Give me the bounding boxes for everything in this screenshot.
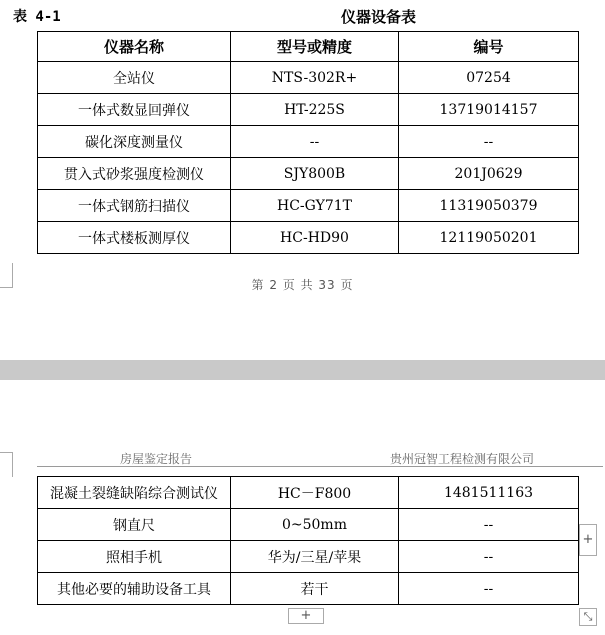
table-row (38, 62, 579, 94)
instrument-name-cell[interactable]: 贯入式砂浆强度检测仪 (38, 158, 231, 190)
resize-handle-icon[interactable]: ⤡ (579, 608, 597, 626)
add-row-button[interactable]: + (288, 608, 324, 624)
table-row (38, 477, 579, 509)
model-cell[interactable]: 华为/三星/苹果 (231, 541, 399, 573)
table-label: 表 4-1 (13, 9, 61, 25)
equipment-table-continued (37, 476, 579, 605)
serial-cell[interactable]: 201J0629 (399, 158, 579, 190)
instrument-name-cell[interactable]: 混凝土裂缝缺陷综合测试仪 (38, 477, 231, 509)
serial-cell[interactable]: -- (399, 573, 579, 605)
serial-cell[interactable]: 1481511163 (399, 477, 579, 509)
instrument-name-cell[interactable]: 一体式数显回弹仪 (38, 94, 231, 126)
serial-cell[interactable]: 11319050379 (399, 190, 579, 222)
table-row (38, 573, 579, 605)
page-gap (0, 360, 605, 380)
table-row (38, 158, 579, 190)
serial-cell[interactable]: -- (399, 541, 579, 573)
model-cell[interactable]: NTS-302R+ (231, 62, 399, 94)
model-cell[interactable]: HC-HD90 (231, 222, 399, 254)
instrument-name-cell[interactable]: 全站仪 (38, 62, 231, 94)
model-cell[interactable]: HT-225S (231, 94, 399, 126)
serial-cell[interactable]: -- (399, 126, 579, 158)
header-report-title: 房屋鉴定报告 (120, 452, 193, 466)
model-cell[interactable]: SJY800B (231, 158, 399, 190)
instrument-name-cell[interactable]: 一体式楼板测厚仪 (38, 222, 231, 254)
model-cell[interactable]: 0~50mm (231, 509, 399, 541)
instrument-name-cell[interactable]: 照相手机 (38, 541, 231, 573)
serial-cell[interactable]: 13719014157 (399, 94, 579, 126)
add-column-button[interactable]: + (579, 524, 597, 556)
model-cell[interactable]: 若干 (231, 573, 399, 605)
instrument-name-cell[interactable]: 一体式钢筋扫描仪 (38, 190, 231, 222)
equipment-table (37, 31, 579, 254)
table-header-row (38, 32, 579, 62)
instrument-name-cell[interactable]: 其他必要的辅助设备工具 (38, 573, 231, 605)
serial-cell[interactable]: 07254 (399, 62, 579, 94)
model-cell[interactable]: HC－F800 (231, 477, 399, 509)
page-footer: 第 2 页 共 33 页 (251, 278, 354, 292)
instrument-name-cell[interactable]: 钢直尺 (38, 509, 231, 541)
header-model-precision: 型号或精度 (231, 32, 399, 62)
header-instrument-name: 仪器名称 (38, 32, 231, 62)
table-row (38, 190, 579, 222)
table-row (38, 222, 579, 254)
instrument-name-cell[interactable]: 碳化深度测量仪 (38, 126, 231, 158)
page-corner-mark (0, 452, 13, 477)
table-row (38, 94, 579, 126)
table-row (38, 509, 579, 541)
table-title: 仪器设备表 (341, 8, 417, 26)
table-row (38, 541, 579, 573)
header-divider (37, 466, 603, 467)
serial-cell[interactable]: -- (399, 509, 579, 541)
model-cell[interactable]: HC-GY71T (231, 190, 399, 222)
serial-cell[interactable]: 12119050201 (399, 222, 579, 254)
header-serial-number: 编号 (399, 32, 579, 62)
model-cell[interactable]: -- (231, 126, 399, 158)
header-company-name: 贵州冠智工程检测有限公司 (390, 452, 535, 466)
table-row (38, 126, 579, 158)
